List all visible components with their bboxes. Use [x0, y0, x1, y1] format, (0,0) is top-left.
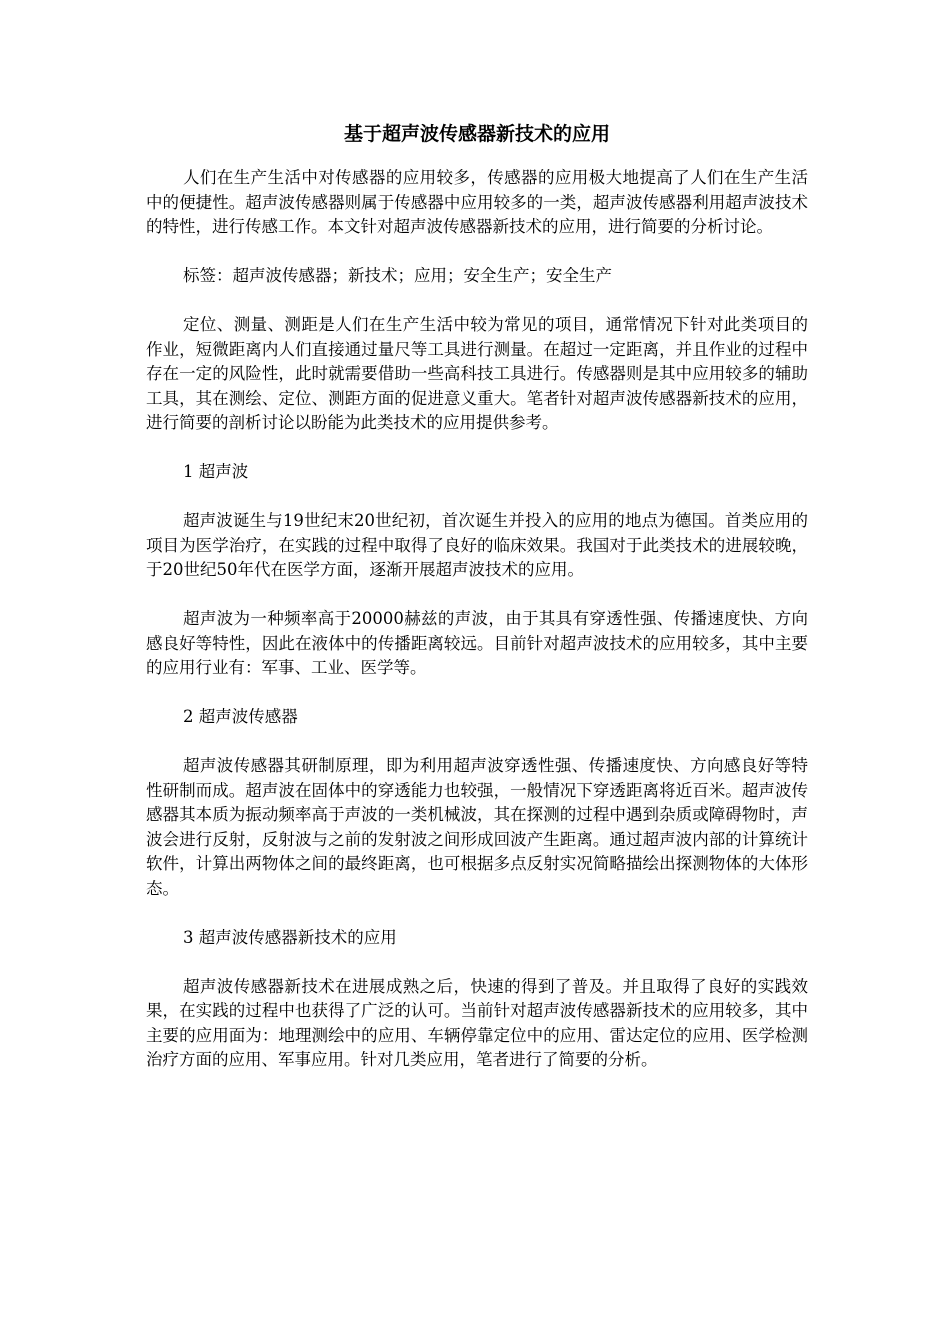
section-2-paragraph-1: 超声波传感器其研制原理，即为利用超声波穿透性强、传播速度快、方向感良好等特性研制而成。超声波在固体中的穿透能力也较强，一般情况下穿透距离将近百米。超声波传感器其本质为振动频率高于声波的一类机械波，其在探测的过程中遇到杂质或障碍物时，声波会进行反射，反射波与之前的发射波之间形成回波产生距离。通过超声波内部的计算统计软件，计算出两物体之间的最终距离，也可根据多点反射实况简略描绘出探测物体的大体形态。	[146, 756, 808, 898]
section-heading-3: 3 超声波传感器新技术的应用	[183, 927, 397, 947]
section-heading-2: 2 超声波传感器	[183, 707, 298, 726]
section-1-paragraph-2: 超声波为一种频率高于20000赫兹的声波，由于其具有穿透性强、传播速度快、方向感良好等特性，因此在液体中的传播距离较远。目前针对超声波技术的应用较多，其中主要的应用行业有：军事、工业、医学等。	[146, 609, 808, 677]
section-heading-1: 1 超声波	[183, 462, 249, 481]
keywords-line: 标签：超声波传感器；新技术；应用；安全生产；安全生产	[183, 266, 612, 285]
document-body	[146, 120, 808, 1097]
document-title: 基于超声波传感器新技术的应用	[343, 123, 610, 145]
intro-paragraph: 定位、测量、测距是人们在生产生活中较为常见的项目，通常情况下针对此类项目的作业，短微距离内人们直接通过量尺等工具进行测量。在超过一定距离，并且作业的过程中存在一定的风险性，此时就需要借助一些高科技工具进行。传感器则是其中应用较多的辅助工具，其在测绘、定位、测距方面的促进意义重大。笔者针对超声波传感器新技术的应用，进行简要的剖析讨论以盼能为此类技术的应用提供参考。	[146, 315, 808, 432]
abstract-paragraph: 人们在生产生活中对传感器的应用较多，传感器的应用极大地提高了人们在生产生活中的便捷性。超声波传感器则属于传感器中应用较多的一类，超声波传感器利用超声波技术的特性，进行传感工作。本文针对超声波传感器新技术的应用，进行简要的分析讨论。	[146, 168, 808, 236]
section-3-paragraph-1: 超声波传感器新技术在进展成熟之后，快速的得到了普及。并且取得了良好的实践效果，在实践的过程中也获得了广泛的认可。当前针对超声波传感器新技术的应用较多，其中主要的应用面为：地理测绘中的应用、车辆停靠定位中的应用、雷达定位的应用、医学检测治疗方面的应用、军事应用。针对几类应用，笔者进行了简要的分析。	[146, 976, 808, 1069]
section-1-paragraph-1: 超声波诞生与19世纪末20世纪初，首次诞生并投入的应用的地点为德国。首类应用的项目为医学治疗，在实践的过程中取得了良好的临床效果。我国对于此类技术的进展较晚，于20世纪50年代在医学方面，逐渐开展超声波技术的应用。	[146, 511, 808, 579]
